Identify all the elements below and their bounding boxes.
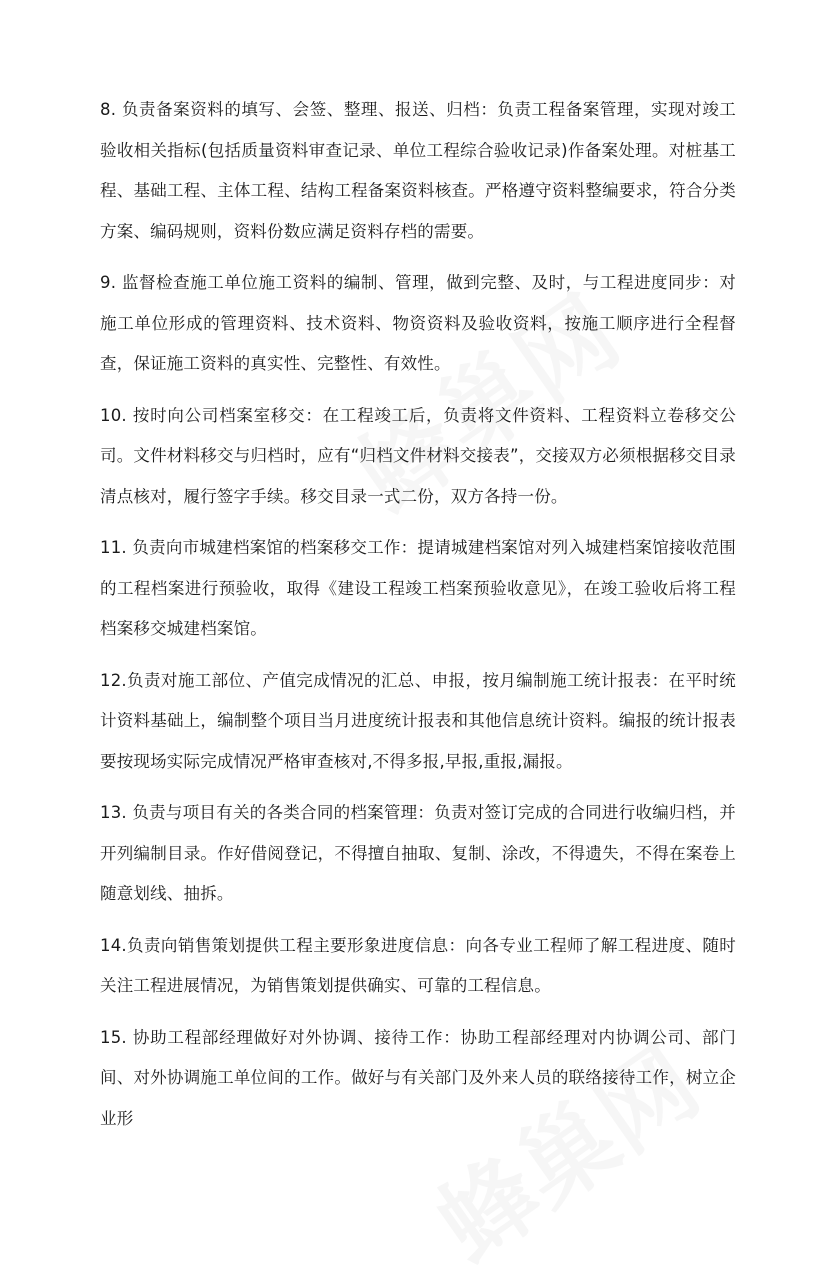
paragraph-item-9: 9. 监督检查施工单位施工资料的编制、管理，做到完整、及时，与工程进度同步：对施工单位形成的管理资料、技术资料、物资资料及验收资料，按施工顺序进行全程督查，保证施工资料的真实性、完整性、有效性。 xyxy=(100,273,736,373)
paragraph-item-11: 11. 负责向市城建档案馆的档案移交工作：提请城建档案馆对列入城建档案馆接收范围的工程档案进行预验收，取得《建设工程竣工档案预验收意见》，在竣工验收后将工程档案移交城建档案馆。 xyxy=(100,538,736,638)
paragraph-item-15: 15. 协助工程部经理做好对外协调、接待工作：协助工程部经理对内协调公司、部门间、对外协调施工单位间的工作。做好与有关部门及外来人员的联络接待工作，树立企业形 xyxy=(100,1027,736,1128)
paragraph-item-14: 14.负责向销售策划提供工程主要形象进度信息：向各专业工程师了解工程进度、随时关注工程进展情况，为销售策划提供确实、可靠的工程信息。 xyxy=(100,935,736,995)
document-body xyxy=(100,90,736,1150)
paragraph-item-13: 13. 负责与项目有关的各类合同的档案管理：负责对签订完成的合同进行收编归档，并开列编制目录。作好借阅登记，不得擅自抽取、复制、涂改，不得遗失，不得在案卷上随意划线、抽拆。 xyxy=(100,803,736,903)
paragraph-item-12: 12.负责对施工部位、产值完成情况的汇总、申报，按月编制施工统计报表：在平时统计资料基础上，编制整个项目当月进度统计报表和其他信息统计资料。编报的统计报表要按现场实际完成情况严格审查核对,不得多报,早报,重报,漏报。 xyxy=(100,670,736,771)
paragraph-item-8: 8. 负责备案资料的填写、会签、整理、报送、归档：负责工程备案管理，实现对竣工验收相关指标(包括质量资料审查记录、单位工程综合验收记录)作备案处理。对桩基工程、基础工程、主体工程、结构工程备案资料核查。严格遵守资料整编要求，符合分类方案、编码规则，资料份数应满足资料存档的需要。 xyxy=(100,100,736,241)
paragraph-item-10: 10. 按时向公司档案室移交：在工程竣工后，负责将文件资料、工程资料立卷移交公司。文件材料移交与归档时，应有“归档文件材料交接表”，交接双方必须根据移交目录清点核对，履行签字手续。移交目录一式二份，双方各持一份。 xyxy=(100,405,736,506)
